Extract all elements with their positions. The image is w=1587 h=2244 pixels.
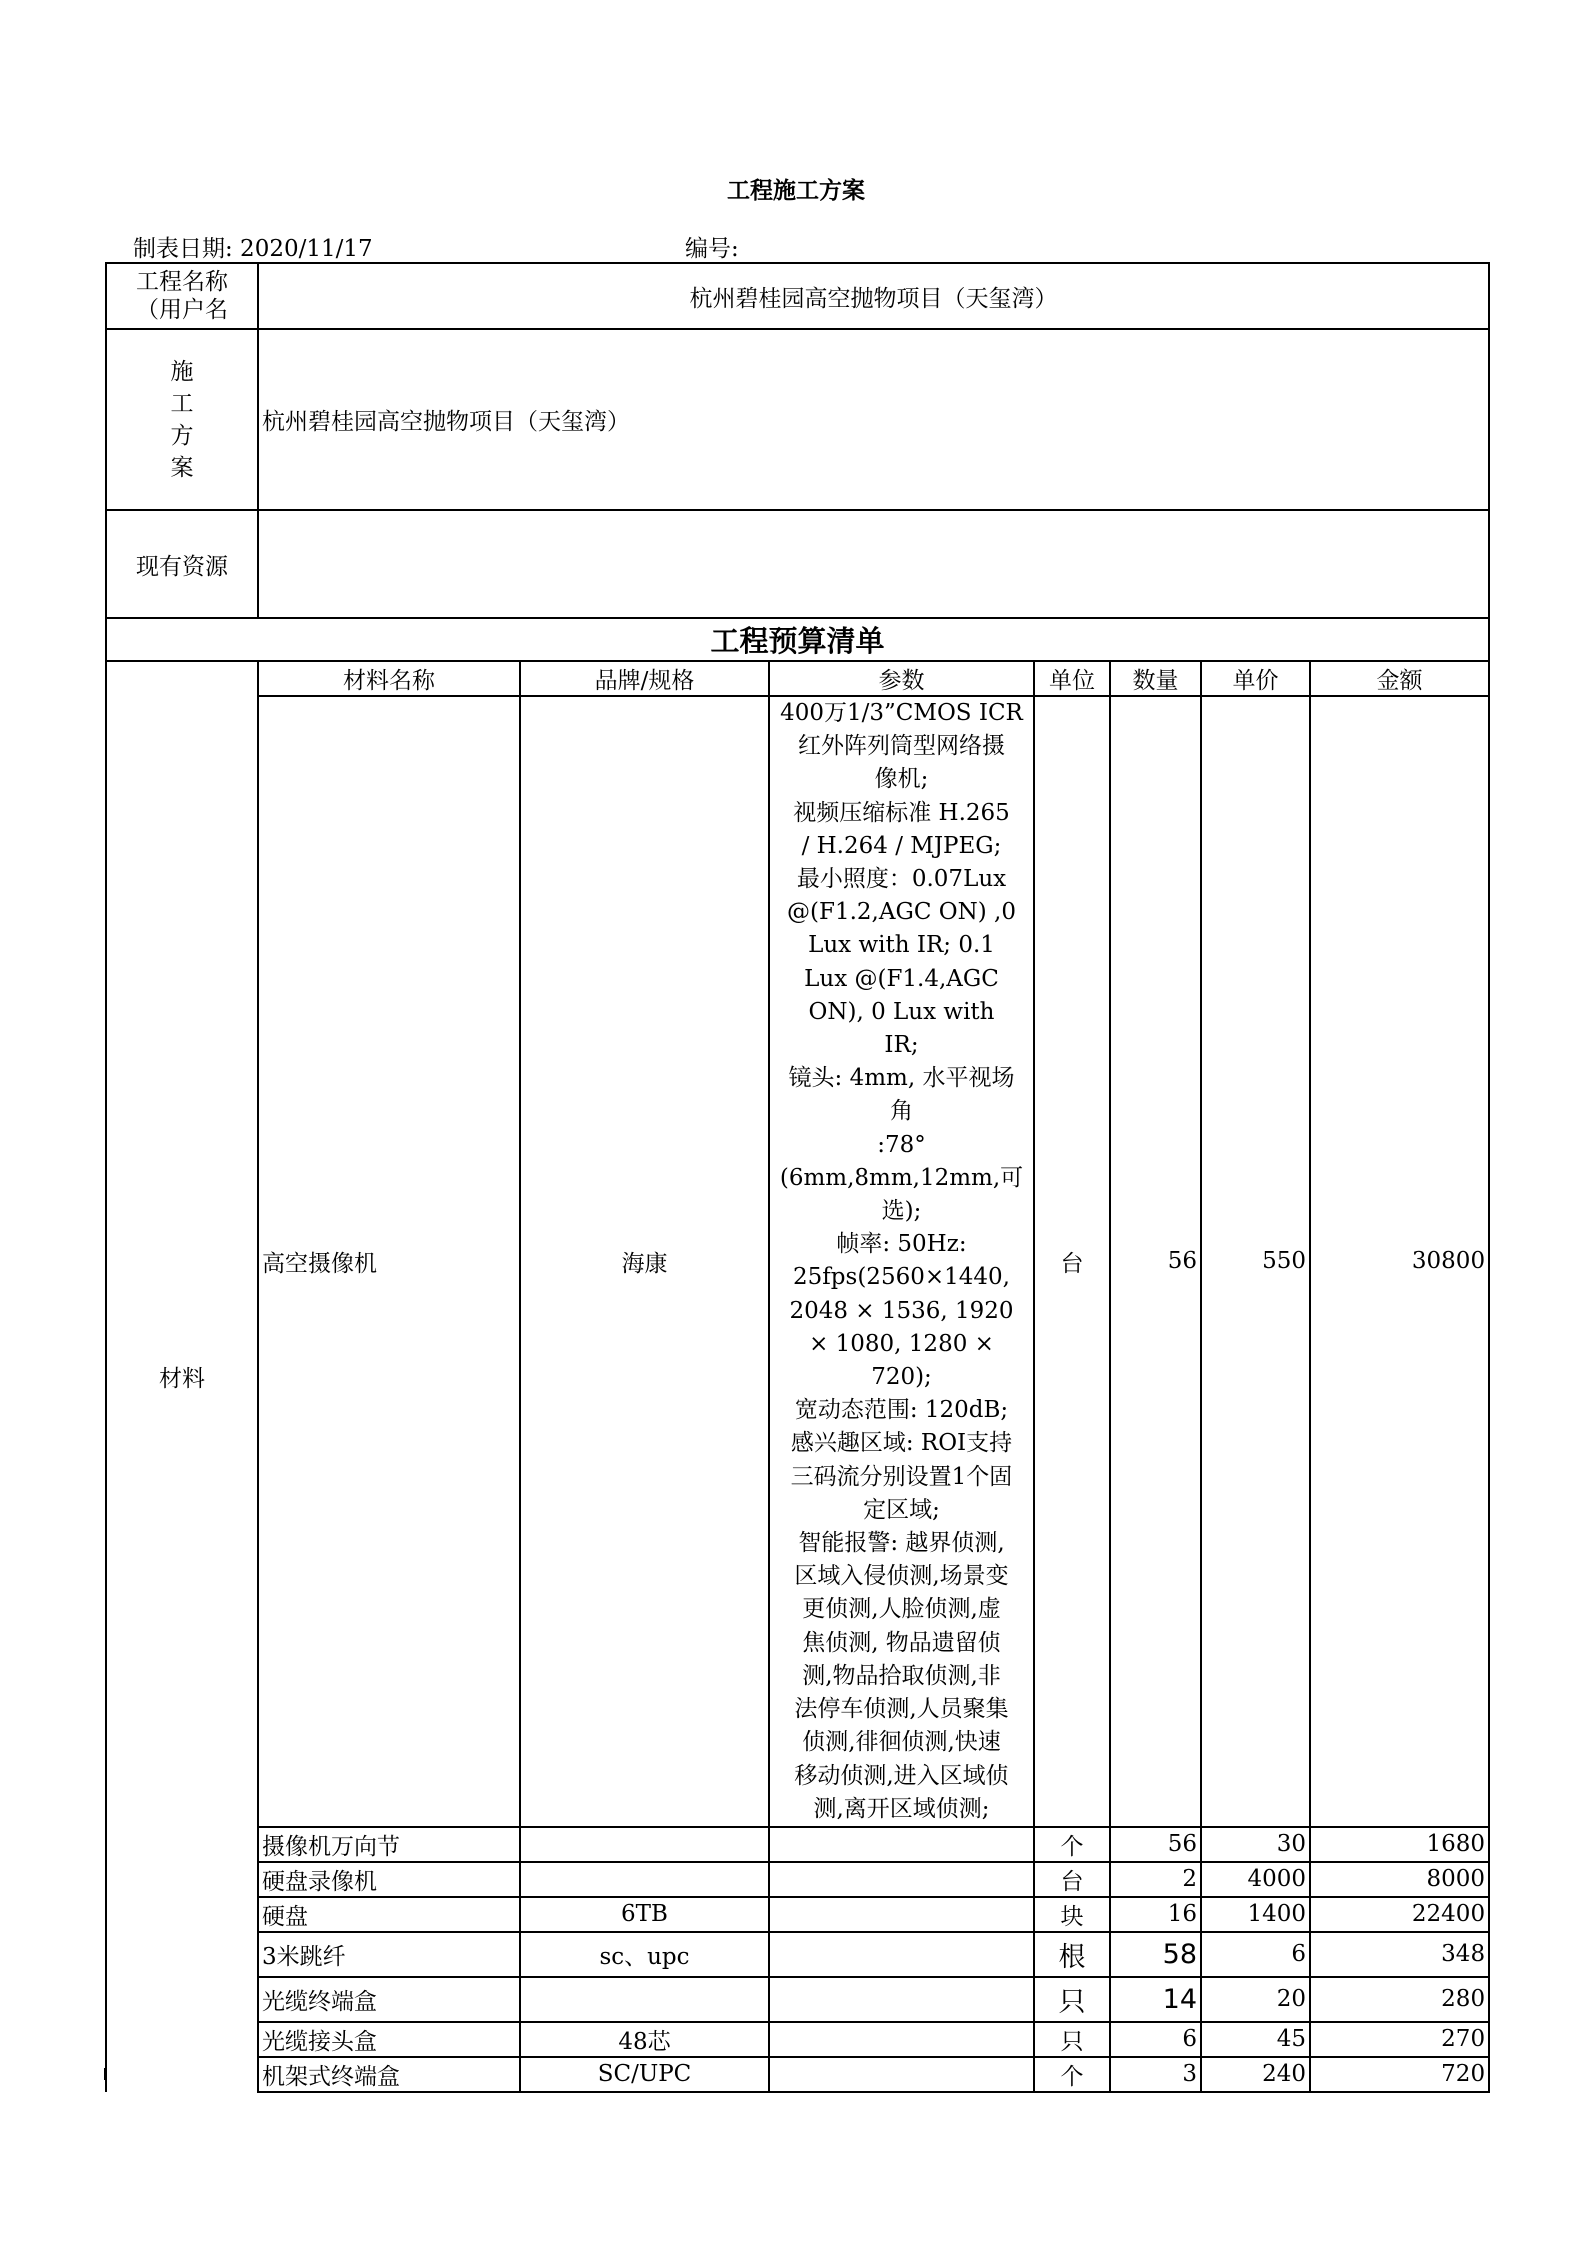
item-name: 光缆接头盒 <box>258 2022 520 2057</box>
item-brand: 海康 <box>520 696 769 1827</box>
item-price: 20 <box>1201 1977 1310 2022</box>
item-name: 摄像机万向节 <box>258 1827 520 1862</box>
document-title: 工程施工方案 <box>727 178 865 204</box>
header-qty: 数量 <box>1110 661 1201 696</box>
materials-group-label: 材料 <box>106 661 258 2092</box>
item-brand: sc、upc <box>520 1932 769 1977</box>
table-continuation-line <box>104 2068 106 2080</box>
budget-header-row <box>106 661 1489 696</box>
item-qty: 56 <box>1110 696 1201 1827</box>
project-name-value: 杭州碧桂园高空抛物项目（天玺湾） <box>258 263 1489 329</box>
item-name: 高空摄像机 <box>258 696 520 1827</box>
header-name: 材料名称 <box>258 661 520 696</box>
item-brand <box>520 1827 769 1862</box>
item-amount: 720 <box>1310 2057 1489 2092</box>
budget-title-row <box>106 618 1489 661</box>
item-unit: 块 <box>1034 1897 1110 1932</box>
header-brand: 品牌/规格 <box>520 661 769 696</box>
item-qty: 58 <box>1110 1932 1201 1977</box>
item-amount: 22400 <box>1310 1897 1489 1932</box>
table-row <box>106 1932 1489 1977</box>
item-params <box>769 1897 1034 1932</box>
item-amount: 280 <box>1310 1977 1489 2022</box>
item-price: 6 <box>1201 1932 1310 1977</box>
date-label: 制表日期: 2020/11/17 <box>133 236 373 262</box>
table-row <box>106 2022 1489 2057</box>
item-price: 45 <box>1201 2022 1310 2057</box>
item-params <box>769 2022 1034 2057</box>
item-params <box>769 1827 1034 1862</box>
resources-value <box>258 510 1489 618</box>
item-amount: 1680 <box>1310 1827 1489 1862</box>
plan-label: 施 工 方 案 <box>106 329 258 510</box>
header-params: 参数 <box>769 661 1034 696</box>
item-name: 硬盘 <box>258 1897 520 1932</box>
item-unit: 个 <box>1034 2057 1110 2092</box>
item-qty: 14 <box>1110 1977 1201 2022</box>
item-name: 光缆终端盒 <box>258 1977 520 2022</box>
project-name-label: 工程名称 （用户名 <box>106 263 258 329</box>
item-qty: 16 <box>1110 1897 1201 1932</box>
table-row <box>106 1897 1489 1932</box>
item-amount: 30800 <box>1310 696 1489 1827</box>
item-params <box>769 1862 1034 1897</box>
item-params <box>769 2057 1034 2092</box>
item-name: 3米跳纤 <box>258 1932 520 1977</box>
item-brand: 6TB <box>520 1897 769 1932</box>
table-row <box>106 2057 1489 2092</box>
item-params: 400万1/3”CMOS ICR 红外阵列筒型网络摄 像机; 视频压缩标准 H.265 / H.264 / MJPEG; 最小照度：0.07Lux @(F1.2,AGC ON) ,0 Lux with IR; 0.1 Lux @(F1.4,AGC ON), 0 Lux with IR; 镜头: 4mm, 水平视场 角 :78° (6mm,8mm,12mm,可 选); 帧率: 50Hz: 25fps(2560×1440, 2048 × 1536, 1920 × 1080, 1280 × 720); 宽动态范围: 120dB; 感兴趣区域: ROI支持 三码流分别设置1个固 定区域; 智能报警: 越界侦测, 区域入侵侦测,场景变 更侦测,人脸侦测,虚 焦侦测, 物品遗留侦 测,物品拾取侦测,非 法停车侦测,人员聚集 侦测,徘徊侦测,快速 移动侦测,进入区域侦 测,离开区域侦测; <box>769 696 1034 1827</box>
resources-label: 现有资源 <box>106 510 258 618</box>
item-brand <box>520 1977 769 2022</box>
table-row <box>106 696 1489 1827</box>
item-unit: 个 <box>1034 1827 1110 1862</box>
item-unit: 台 <box>1034 1862 1110 1897</box>
item-params <box>769 1932 1034 1977</box>
item-qty: 56 <box>1110 1827 1201 1862</box>
item-amount: 270 <box>1310 2022 1489 2057</box>
header-price: 单价 <box>1201 661 1310 696</box>
item-price: 30 <box>1201 1827 1310 1862</box>
item-unit: 根 <box>1034 1932 1110 1977</box>
item-qty: 2 <box>1110 1862 1201 1897</box>
item-qty: 6 <box>1110 2022 1201 2057</box>
number-label: 编号: <box>685 236 739 262</box>
plan-row <box>106 329 1489 510</box>
plan-value: 杭州碧桂园高空抛物项目（天玺湾） <box>258 329 1489 510</box>
item-price: 240 <box>1201 2057 1310 2092</box>
item-qty: 3 <box>1110 2057 1201 2092</box>
item-unit: 只 <box>1034 2022 1110 2057</box>
table-row <box>106 1977 1489 2022</box>
item-price: 1400 <box>1201 1897 1310 1932</box>
item-name: 硬盘录像机 <box>258 1862 520 1897</box>
resources-row <box>106 510 1489 618</box>
item-brand <box>520 1862 769 1897</box>
item-brand: 48芯 <box>520 2022 769 2057</box>
header-amount: 金额 <box>1310 661 1489 696</box>
item-brand: SC/UPC <box>520 2057 769 2092</box>
project-name-row <box>106 263 1489 329</box>
item-amount: 348 <box>1310 1932 1489 1977</box>
plan-table <box>105 262 1490 2093</box>
item-price: 550 <box>1201 696 1310 1827</box>
header-unit: 单位 <box>1034 661 1110 696</box>
table-row <box>106 1827 1489 1862</box>
item-unit: 只 <box>1034 1977 1110 2022</box>
item-amount: 8000 <box>1310 1862 1489 1897</box>
item-name: 机架式终端盒 <box>258 2057 520 2092</box>
table-row <box>106 1862 1489 1897</box>
item-price: 4000 <box>1201 1862 1310 1897</box>
item-params <box>769 1977 1034 2022</box>
item-unit: 台 <box>1034 696 1110 1827</box>
budget-title: 工程预算清单 <box>106 618 1489 661</box>
